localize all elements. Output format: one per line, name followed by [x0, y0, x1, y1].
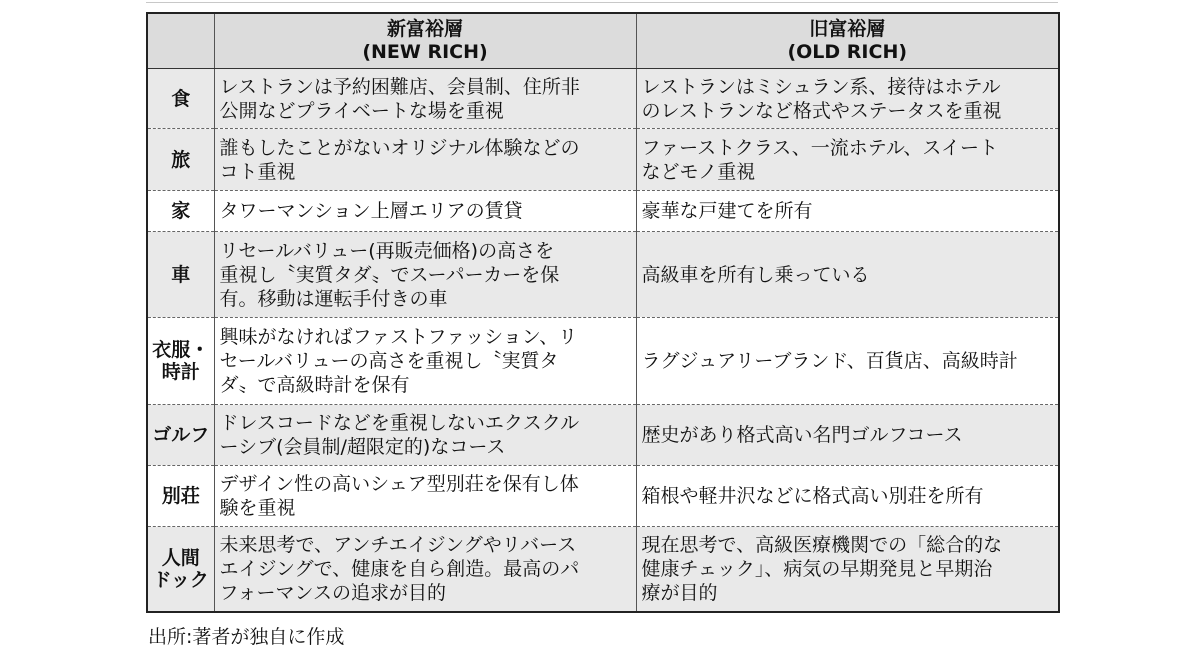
- comparison-table: [146, 12, 1060, 613]
- table-row: [147, 191, 1059, 232]
- cell-line: 歴史があり格式高い名門ゴルフコース: [641, 424, 963, 446]
- table-row: [147, 318, 1059, 405]
- source-note: 出所:著者が独自に作成: [148, 626, 345, 648]
- new-rich-cell: [214, 232, 636, 318]
- table-row: [147, 527, 1059, 612]
- row-label-line: 旅: [171, 148, 191, 171]
- cell-line: ファーストクラス、一流ホテル、スイート: [641, 136, 998, 159]
- cell-line: 現在思考で、高級医療機関での「総合的な: [641, 533, 1003, 556]
- cell-line: デザイン性の高いシェア型別荘を保有し体: [219, 473, 579, 495]
- cell-line: レストランは予約困難店、会員制、住所非: [219, 75, 580, 98]
- row-label-line: 時計: [161, 361, 200, 383]
- cell-line: 興味がなければファストファッション、リ: [219, 326, 578, 348]
- row-label: [147, 318, 214, 405]
- row-label-line: 食: [171, 87, 191, 110]
- header-old-rich-title: 旧富裕層: [809, 18, 886, 40]
- row-label-line: 衣服・: [152, 339, 210, 361]
- cell-line: などモノ重視: [641, 160, 756, 183]
- cell-line: リセールバリュー(再販売価格)の高さを: [219, 239, 555, 262]
- cell-line: 公開などプライベートな場を重視: [219, 99, 504, 122]
- cell-line: 箱根や軽井沢などに格式高い別荘を所有: [641, 485, 984, 507]
- table-row: [147, 232, 1059, 318]
- corner-cell: [147, 13, 214, 69]
- row-label: [147, 69, 214, 129]
- cell-line: 豪華な戸建てを所有: [641, 200, 813, 222]
- old-rich-cell: [636, 466, 1059, 527]
- row-label-line: ゴルフ: [152, 424, 210, 446]
- old-rich-cell: [636, 191, 1059, 232]
- cell-line: 誰もしたことがないオリジナル体験などの: [219, 136, 580, 159]
- cell-line: コト重視: [219, 160, 296, 183]
- table-row: [147, 466, 1059, 527]
- cell-line: ダ〟で高級時計を保有: [219, 374, 410, 396]
- cell-line: 重視し〝実質タダ〟でスーパーカーを保: [219, 263, 560, 286]
- cell-line: 健康チェック」、病気の早期発見と早期治: [641, 557, 993, 580]
- new-rich-cell: [214, 129, 636, 191]
- new-rich-cell: [214, 191, 636, 232]
- old-rich-cell: [636, 405, 1059, 466]
- new-rich-cell: [214, 405, 636, 466]
- old-rich-cell: [636, 69, 1059, 129]
- header-row: [147, 13, 1059, 69]
- row-label: [147, 405, 214, 466]
- cell-line: レストランはミシュラン系、接待はホテル: [641, 75, 1001, 98]
- table-row: [147, 69, 1059, 129]
- cell-line: ラグジュアリーブランド、百貨店、高級時計: [641, 350, 1018, 372]
- row-label-line: 別荘: [161, 485, 200, 507]
- cell-line: ーシブ(会員制/超限定的)なコース: [219, 436, 506, 458]
- header-new-rich-title: 新富裕層: [386, 18, 463, 40]
- new-rich-cell: [214, 69, 636, 129]
- row-label: [147, 527, 214, 612]
- row-label: [147, 466, 214, 527]
- header-old-rich: [636, 13, 1059, 69]
- table-row: [147, 405, 1059, 466]
- row-label: [147, 191, 214, 232]
- cell-line: フォーマンスの追求が目的: [219, 581, 446, 604]
- cell-line: タワーマンション上層エリアの賃貸: [219, 200, 523, 222]
- row-label-line: 人間: [161, 546, 200, 569]
- cell-line: 有。移動は運転手付きの車: [219, 287, 448, 310]
- cell-line: 高級車を所有し乗っている: [641, 263, 870, 286]
- cell-line: エイジングで、健康を自ら創造。最高のパ: [219, 557, 580, 580]
- cell-line: 験を重視: [219, 497, 296, 519]
- header-old-rich-subtitle: (OLD RICH): [787, 41, 908, 63]
- top-rule: [146, 2, 1058, 3]
- header-new-rich-subtitle: (NEW RICH): [362, 41, 488, 63]
- cell-line: セールバリューの高さを重視し〝実質タ: [219, 350, 559, 372]
- old-rich-cell: [636, 318, 1059, 405]
- old-rich-cell: [636, 129, 1059, 191]
- row-label-line: ドック: [152, 568, 209, 591]
- old-rich-cell: [636, 232, 1059, 318]
- row-label-line: 家: [171, 200, 191, 222]
- cell-line: 未来思考で、アンチエイジングやリバース: [219, 533, 577, 556]
- table-row: [147, 129, 1059, 191]
- cell-line: ドレスコードなどを重視しないエクスクル: [219, 412, 580, 434]
- row-label: [147, 129, 214, 191]
- cell-line: のレストランなど格式やステータスを重視: [641, 99, 1002, 122]
- new-rich-cell: [214, 466, 636, 527]
- row-label-line: 車: [171, 263, 191, 286]
- new-rich-cell: [214, 318, 636, 405]
- row-label: [147, 232, 214, 318]
- old-rich-cell: [636, 527, 1059, 612]
- cell-line: 療が目的: [641, 581, 718, 604]
- new-rich-cell: [214, 527, 636, 612]
- header-new-rich: [214, 13, 636, 69]
